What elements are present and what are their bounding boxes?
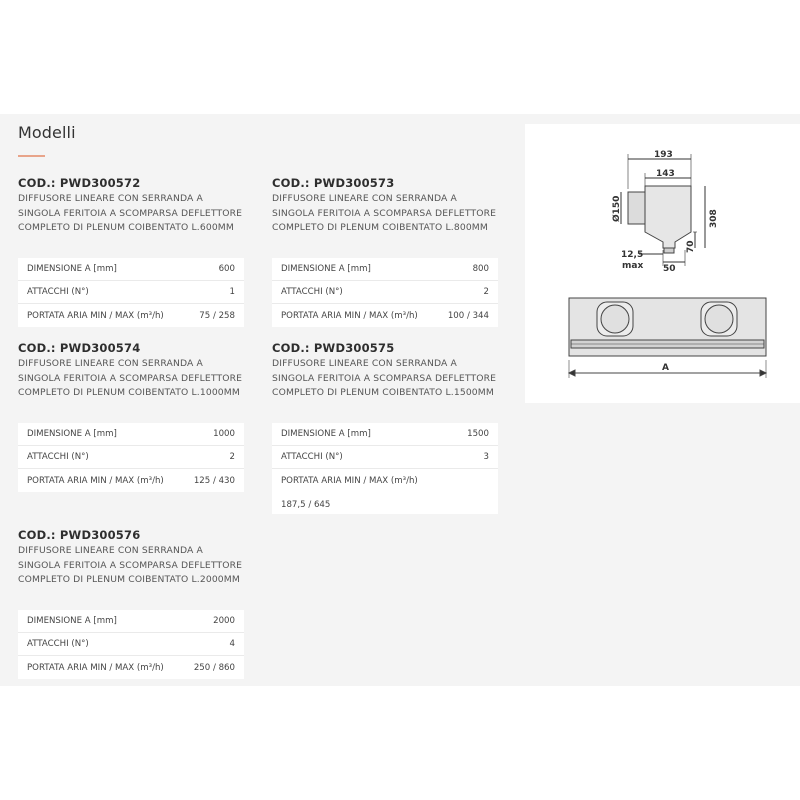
spec-label: ATTACCHI (N°) — [27, 452, 89, 462]
spec-label: DIMENSIONE A [mm] — [281, 264, 371, 274]
spec-row-dimension — [18, 258, 244, 281]
spec-value: 75 / 258 — [199, 310, 235, 321]
spec-table — [18, 258, 244, 327]
spec-row-dimension — [18, 610, 244, 633]
spec-value: 1 — [229, 287, 235, 297]
spec-value: 1000 — [213, 429, 235, 439]
spec-value: 1500 — [467, 429, 489, 439]
technical-drawing — [525, 124, 800, 403]
spec-row-connections — [18, 281, 244, 304]
spec-value: 3 — [483, 452, 489, 462]
spec-value: 187,5 / 645 — [281, 500, 331, 510]
spec-value: 125 / 430 — [193, 475, 235, 486]
spec-value: 100 / 344 — [447, 310, 489, 321]
product-description: DIFFUSORE LINEARE CON SERRANDA A SINGOLA FERITOIA A SCOMPARSA DEFLETTORE COMPLETO DI PLENUM COIBENTATO L.2000MM — [18, 545, 243, 585]
product-code: COD.: PWD300574 — [18, 341, 141, 355]
spec-row-airflow — [272, 304, 498, 327]
spec-value: 2000 — [213, 616, 235, 626]
section-title: Modelli — [18, 123, 76, 142]
spec-row-airflow — [18, 656, 244, 679]
title-accent-line — [18, 155, 45, 157]
spec-value: 2 — [229, 452, 235, 462]
spec-value: 2 — [483, 287, 489, 297]
product-description: DIFFUSORE LINEARE CON SERRANDA A SINGOLA FERITOIA A SCOMPARSA DEFLETTORE COMPLETO DI PLENUM COIBENTATO L.600MM — [18, 193, 243, 233]
spec-label: DIMENSIONE A [mm] — [27, 429, 117, 439]
spec-table — [18, 423, 244, 492]
dim-slot-line1: 12,5 — [621, 250, 644, 260]
spec-row-dimension — [18, 423, 244, 446]
spec-label: PORTATA ARIA MIN / MAX (m³/h) — [281, 310, 418, 321]
product-card-pwd300574 — [18, 341, 244, 401]
spec-label: DIMENSIONE A [mm] — [281, 429, 371, 439]
dim-diameter: Ø150 — [612, 195, 622, 222]
spec-row-airflow — [18, 469, 244, 492]
spec-table — [18, 610, 244, 679]
spec-row-connections — [272, 281, 498, 304]
spec-row-dimension — [272, 423, 498, 446]
spec-row-connections — [18, 446, 244, 469]
product-description: DIFFUSORE LINEARE CON SERRANDA A SINGOLA FERITOIA A SCOMPARSA DEFLETTORE COMPLETO DI PLENUM COIBENTATO L.1000MM — [18, 358, 243, 398]
spec-table — [272, 258, 498, 327]
product-code: COD.: PWD300573 — [272, 176, 395, 190]
spec-label: ATTACCHI (N°) — [281, 452, 343, 462]
spec-value: 800 — [472, 264, 489, 274]
product-code: COD.: PWD300575 — [272, 341, 395, 355]
spec-label: PORTATA ARIA MIN / MAX (m³/h) — [27, 310, 164, 321]
spec-label: PORTATA ARIA MIN / MAX (m³/h) — [27, 662, 164, 673]
spec-row-connections — [18, 633, 244, 656]
spec-label: PORTATA ARIA MIN / MAX (m³/h) — [27, 475, 164, 486]
product-card-pwd300576 — [18, 528, 244, 588]
dim-height-neck: 70 — [686, 240, 696, 253]
spec-value: 4 — [229, 639, 235, 649]
spec-label: DIMENSIONE A [mm] — [27, 264, 117, 274]
dim-length: A — [662, 363, 669, 373]
product-description: DIFFUSORE LINEARE CON SERRANDA A SINGOLA FERITOIA A SCOMPARSA DEFLETTORE COMPLETO DI PLENUM COIBENTATO L.800MM — [272, 193, 497, 233]
spec-label: ATTACCHI (N°) — [281, 287, 343, 297]
spec-value: 250 / 860 — [193, 662, 235, 673]
spec-label: DIMENSIONE A [mm] — [27, 616, 117, 626]
product-code: COD.: PWD300572 — [18, 176, 141, 190]
dim-slot-line2: max — [622, 261, 644, 271]
product-card-pwd300573 — [272, 176, 498, 236]
spec-row-connections — [272, 446, 498, 469]
dim-width-total: 193 — [654, 150, 673, 160]
spec-label: PORTATA ARIA MIN / MAX (m³/h) — [281, 476, 418, 486]
dim-width-plenum: 143 — [656, 169, 675, 179]
spec-row-airflow — [18, 304, 244, 327]
spec-label: ATTACCHI (N°) — [27, 639, 89, 649]
spec-row-airflow — [272, 469, 498, 514]
dim-height-total: 308 — [709, 209, 719, 228]
dim-slot-width: 50 — [663, 264, 676, 274]
product-code: COD.: PWD300576 — [18, 528, 141, 542]
product-card-pwd300575 — [272, 341, 498, 401]
product-card-pwd300572 — [18, 176, 244, 236]
product-description: DIFFUSORE LINEARE CON SERRANDA A SINGOLA FERITOIA A SCOMPARSA DEFLETTORE COMPLETO DI PLENUM COIBENTATO L.1500MM — [272, 358, 497, 398]
spec-value: 600 — [218, 264, 235, 274]
spec-table — [272, 423, 498, 514]
technical-drawing-svg — [525, 124, 800, 403]
spec-row-dimension — [272, 258, 498, 281]
spec-label: ATTACCHI (N°) — [27, 287, 89, 297]
